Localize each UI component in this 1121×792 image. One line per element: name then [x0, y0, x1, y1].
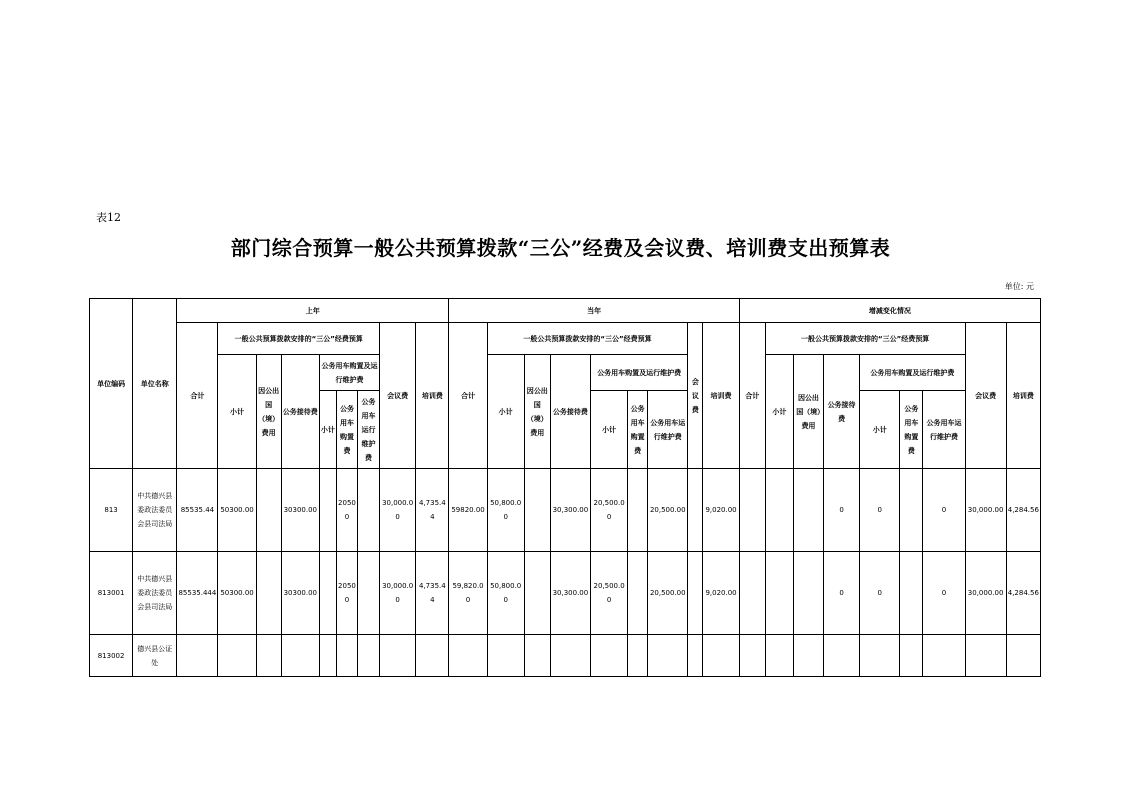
cell-empty [336, 635, 357, 677]
header-prev-training: 培训费 [416, 323, 449, 469]
cell-value: 30,000.00 [380, 552, 416, 635]
cell-value: 4,284.56 [1006, 552, 1040, 635]
header-prev-three-public: 一般公共预算拨款安排的“三公”经费预算 [218, 323, 380, 355]
cell-value: 59,820.00 [449, 552, 487, 635]
cell-value: 50300.00 [218, 469, 256, 552]
cell-empty [218, 635, 256, 677]
cell-empty [256, 635, 281, 677]
cell-empty [793, 635, 823, 677]
header-prev-vehicle: 公务用车购置及运行维护费 [319, 355, 379, 391]
cell-value: 50,800.00 [487, 552, 524, 635]
cell-value: 20,500.00 [591, 469, 628, 552]
cell-value [358, 552, 380, 635]
cell-code: 813001 [90, 552, 133, 635]
header-unit-name: 单位名称 [133, 299, 177, 469]
cell-value [256, 469, 281, 552]
header-prev-vehicle-subtotal: 小计 [319, 391, 336, 469]
cell-name: 中共德兴县委政法委员会县司法局 [133, 469, 177, 552]
table-row [90, 635, 1041, 677]
cell-empty [281, 635, 319, 677]
cell-empty [900, 635, 923, 677]
cell-empty [648, 635, 688, 677]
header-change-meeting: 会议费 [965, 323, 1006, 469]
cell-value: 85535.44 [177, 469, 218, 552]
cell-value [524, 469, 550, 552]
cell-value: 20,500.00 [648, 469, 688, 552]
cell-value [765, 552, 793, 635]
cell-value: 0 [824, 469, 860, 552]
cell-empty [628, 635, 648, 677]
table-row [90, 552, 1041, 635]
table-row [90, 469, 1041, 552]
cell-value [319, 469, 336, 552]
header-curr-vehicle-subtotal: 小计 [591, 391, 628, 469]
cell-value: 20,500.00 [591, 552, 628, 635]
cell-empty [449, 635, 487, 677]
header-curr-year: 当年 [449, 299, 739, 323]
cell-value: 0 [824, 552, 860, 635]
header-prev-reception: 公务接待费 [281, 355, 319, 469]
cell-name: 中共德兴县委政法委员会县司法局 [133, 552, 177, 635]
cell-value: 30,300.00 [550, 469, 590, 552]
cell-value: 50300.00 [218, 552, 256, 635]
cell-value [358, 469, 380, 552]
header-curr-total: 合计 [449, 323, 487, 469]
cell-empty [487, 635, 524, 677]
cell-empty [739, 635, 765, 677]
cell-value: 85535.444 [177, 552, 218, 635]
cell-empty [765, 635, 793, 677]
cell-value: 0 [923, 469, 965, 552]
header-unit-code: 单位编码 [90, 299, 133, 469]
cell-empty [965, 635, 1006, 677]
cell-value [793, 469, 823, 552]
cell-value: 50,800.00 [487, 469, 524, 552]
header-curr-three-public: 一般公共预算拨款安排的“三公”经费预算 [487, 323, 688, 355]
header-curr-subtotal: 小计 [487, 355, 524, 469]
cell-value: 20500 [336, 552, 357, 635]
page-title: 部门综合预算一般公共预算拨款“三公”经费及会议费、培训费支出预算表 [230, 236, 891, 260]
cell-value [793, 552, 823, 635]
cell-value [524, 552, 550, 635]
header-curr-training: 培训费 [703, 323, 739, 469]
cell-empty [524, 635, 550, 677]
cell-empty [824, 635, 860, 677]
cell-empty [550, 635, 590, 677]
cell-empty [177, 635, 218, 677]
cell-value [900, 469, 923, 552]
cell-value: 30,000.00 [965, 469, 1006, 552]
cell-value: 0 [860, 469, 900, 552]
header-change: 增减变化情况 [739, 299, 1040, 323]
cell-value [628, 469, 648, 552]
cell-name: 德兴县公证处 [133, 635, 177, 677]
cell-value: 4,735.44 [416, 552, 449, 635]
header-curr-vehicle: 公务用车购置及运行维护费 [591, 355, 688, 391]
table-number: 表12 [96, 211, 121, 224]
header-prev-subtotal: 小计 [218, 355, 256, 469]
cell-empty [416, 635, 449, 677]
cell-value: 9,020.00 [703, 552, 739, 635]
cell-value: 0 [860, 552, 900, 635]
header-prev-vehicle-operation: 公务用车运行维护费 [358, 391, 380, 469]
header-prev-total: 合计 [177, 323, 218, 469]
header-change-total: 合计 [739, 323, 765, 469]
header-prev-year: 上年 [177, 299, 449, 323]
cell-value: 30300.00 [281, 552, 319, 635]
cell-empty [688, 635, 703, 677]
cell-value [900, 552, 923, 635]
header-curr-vehicle-purchase: 公务用车购置费 [628, 391, 648, 469]
header-curr-reception: 公务接待费 [550, 355, 590, 469]
cell-value: 30,000.00 [965, 552, 1006, 635]
cell-empty [923, 635, 965, 677]
header-change-training: 培训费 [1006, 323, 1040, 469]
cell-value [688, 469, 703, 552]
cell-empty [380, 635, 416, 677]
cell-value: 59820.00 [449, 469, 487, 552]
cell-empty [703, 635, 739, 677]
header-change-vehicle: 公务用车购置及运行维护费 [860, 355, 965, 391]
cell-value [739, 552, 765, 635]
header-curr-vehicle-operation: 公务用车运行维护费 [648, 391, 688, 469]
cell-code: 813002 [90, 635, 133, 677]
header-prev-abroad: 因公出国（境）费用 [256, 355, 281, 469]
cell-value: 30300.00 [281, 469, 319, 552]
cell-value: 4,735.44 [416, 469, 449, 552]
cell-value: 30,000.00 [380, 469, 416, 552]
cell-value [628, 552, 648, 635]
cell-value [765, 469, 793, 552]
cell-code: 813 [90, 469, 133, 552]
header-change-vehicle-operation: 公务用车运行维护费 [923, 391, 965, 469]
cell-empty [319, 635, 336, 677]
header-change-reception: 公务接待费 [824, 355, 860, 469]
cell-value [256, 552, 281, 635]
cell-empty [860, 635, 900, 677]
cell-value [739, 469, 765, 552]
unit-label: 单位: 元 [1004, 282, 1034, 291]
header-curr-abroad: 因公出国（境）费用 [524, 355, 550, 469]
header-curr-meeting: 会议费 [688, 323, 703, 469]
cell-value: 4,284.56 [1006, 469, 1040, 552]
header-change-subtotal: 小计 [765, 355, 793, 469]
header-change-vehicle-subtotal: 小计 [860, 391, 900, 469]
header-change-vehicle-purchase: 公务用车购置费 [900, 391, 923, 469]
cell-value: 20,500.00 [648, 552, 688, 635]
header-prev-meeting: 会议费 [380, 323, 416, 469]
cell-empty [591, 635, 628, 677]
cell-value [688, 552, 703, 635]
header-change-three-public: 一般公共预算拨款安排的“三公”经费预算 [765, 323, 965, 355]
cell-value [319, 552, 336, 635]
cell-value: 9,020.00 [703, 469, 739, 552]
cell-empty [358, 635, 380, 677]
budget-table [89, 298, 1041, 677]
cell-value: 0 [923, 552, 965, 635]
header-prev-vehicle-purchase: 公务用车购置费 [336, 391, 357, 469]
cell-empty [1006, 635, 1040, 677]
cell-value: 20500 [336, 469, 357, 552]
header-change-abroad: 因公出国（境）费用 [793, 355, 823, 469]
cell-value: 30,300.00 [550, 552, 590, 635]
